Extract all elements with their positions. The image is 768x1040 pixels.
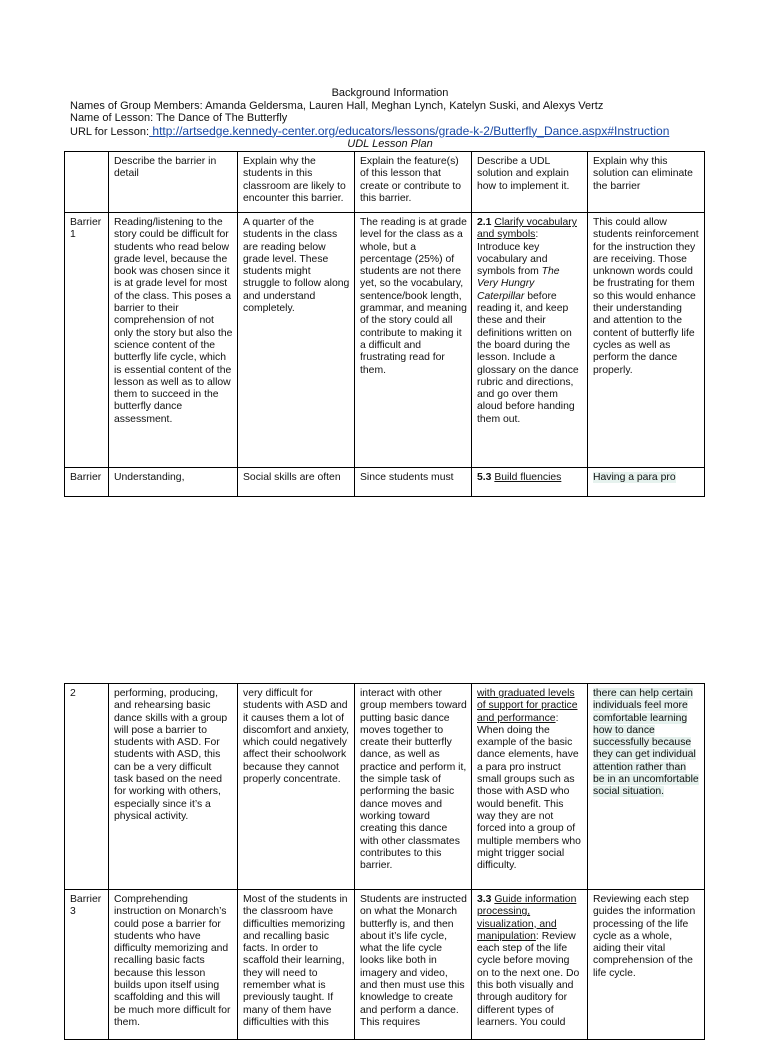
barrier-why: A quarter of the students in the class are reading below grade level. These students might struggle to follow along and understand completely. (238, 213, 355, 468)
barrier-label: Barrier (65, 468, 109, 497)
table-row (65, 890, 705, 1040)
barrier-detail: Comprehending instruction on Monarch’s could pose a barrier for students who have difficulty memorizing and recalling basic facts because this lesson builds upon itself using scaffolding and this will be much more difficult for them. (109, 890, 238, 1040)
udl-plan-title: UDL Lesson Plan (347, 138, 433, 150)
solution-title: Guide information processing, visualization, and manipulation (477, 894, 577, 942)
background-header (70, 87, 710, 151)
lesson-url-link[interactable]: http://artsedge.kennedy-center.org/educators/lessons/grade-k-2/Butterfly_Dance.aspx#Instruction (149, 123, 670, 138)
table-row (65, 684, 705, 890)
group-members: Amanda Geldersma, Lauren Hall, Meghan Lynch, Katelyn Suski, and Alexys Vertz (205, 99, 604, 112)
barrier-label: Barrier 1 (65, 213, 109, 468)
udl-table-page2 (64, 683, 705, 1040)
barrier-feature: Since students must (355, 468, 472, 497)
udl-solution (472, 468, 588, 497)
udl-solution: with graduated levels of support for practice and performance: When doing the example of the basic dance elements, have a para pro instruct small groups such as those with ASD who would benefit. This way they are not forced into a group of multiple members who might trigger social difficulty. (472, 684, 588, 890)
lesson-name: The Dance of The Butterfly (156, 112, 288, 124)
udl-solution: 3.3 Guide information processing, visualization, and manipulation: Review each step of the life cycle before moving on to the next one. Do this both visually and through auditory for different types of learners. You could (472, 890, 588, 1040)
solution-code: 3.3 (477, 894, 492, 905)
header-cell: Describe the barrier in detail (109, 152, 238, 213)
barrier-why: very difficult for students with ASD and it causes them a lot of discomfort and anxiety, which could negatively affect their schoolwork because they cannot properly concentrate. (238, 684, 355, 890)
lesson-url-line: URL for Lesson: http://artsedge.kennedy-center.org/educators/lessons/grade-k-2/Butterfly_Dance.aspx#Instruction (70, 123, 670, 138)
barrier-feature: interact with other group members toward putting basic dance moves together to create their butterfly dance, as well as practice and perform it, the simple task of performing the basic dance moves and working toward creating this dance with other classmates contributes to this barrier. (355, 684, 472, 890)
book-title: The Very Hungry Caterpillar (477, 266, 560, 302)
solution-title: with graduated levels of support for practice and performance (477, 688, 578, 724)
solution-code: 5.3 (477, 472, 492, 483)
udl-table-page1 (64, 151, 705, 497)
header-cell: Explain the feature(s) of this lesson that create or contribute to this barrier. (355, 152, 472, 213)
barrier-why: Most of the students in the classroom have difficulties memorizing and recalling basic facts. In order to scaffold their learning, they will need to remember what is previously taught. If many of them have difficulties with this (238, 890, 355, 1040)
barrier-detail: performing, producing, and rehearsing basic dance skills with a group will pose a barrier to students with ASD. For students with ASD, this can be a very difficult task based on the need for working with others, especially since it’s a physical activity. (109, 684, 238, 890)
section-title: Background Information (331, 87, 449, 99)
group-members-line: Names of Group Members: Amanda Geldersma, Lauren Hall, Meghan Lynch, Katelyn Suski, and Alexys Vertz (70, 99, 604, 112)
barrier-detail: Understanding, (109, 468, 238, 497)
barrier-feature: Students are instructed on what the Monarch butterfly is, and then about it’s life cycle, what the life cycle looks like both in imagery and video, and then must use this knowledge to create and perform a dance. This requires (355, 890, 472, 1040)
table-row (65, 468, 705, 497)
solution-title: Clarify vocabulary and symbols (477, 217, 577, 241)
udl-solution: 2.1 Clarify vocabulary and symbols: Introduce key vocabulary and symbols from The Very Hungry Caterpillar before reading it, and keep these and their definitions written on the board during the lesson. Include a glossary on the dance rubric and directions, and go over them aloud before handing them out. (472, 213, 588, 468)
solution-eliminate: there can help certain individuals feel more comfortable learning how to dance successfully because they can get individual attention rather than be in an uncomfortable social situation. (588, 684, 705, 890)
header-cell: Describe a UDL solution and explain how to implement it. (472, 152, 588, 213)
solution-title: Build fluencies (494, 472, 562, 483)
solution-eliminate: This could allow students reinforcement for the instruction they are receiving. Those unknown words could be frustrating for them so this would enhance their understanding and attention to the content of butterfly life cycles as well as perform the dance properly. (588, 213, 705, 468)
barrier-feature: The reading is at grade level for the class as a whole, but a percentage (25%) of students are not there yet, so the vocabulary, sentence/book length, grammar, and meaning of the story could all contribute to making it a difficult and frustrating read for them. (355, 213, 472, 468)
header-cell: Explain why the students in this classroom are likely to encounter this barrier. (238, 152, 355, 213)
header-cell: Explain why this solution can eliminate the barrier (588, 152, 705, 213)
lesson-name-line: Name of Lesson: The Dance of The Butterfly (70, 112, 288, 124)
solution-code: 2.1 (477, 217, 492, 228)
barrier-detail: Reading/listening to the story could be difficult for students who read below grade level, because the book was chosen since it is at grade level for most of the class. This poses a barrier to their comprehension of not only the story but also the science content of the butterfly life cycle, which is essential content of the lesson as well as to allow them to succeed in the butterfly dance assessment. (109, 213, 238, 468)
solution-eliminate: Having a para pro (588, 468, 705, 497)
barrier-label: 2 (65, 684, 109, 890)
solution-eliminate: Reviewing each step guides the information processing of the life cycle as a whole, aiding their vital comprehension of the life cycle. (588, 890, 705, 1040)
table-header-row (65, 152, 705, 213)
table-row (65, 213, 705, 468)
barrier-why: Social skills are often (238, 468, 355, 497)
barrier-label: Barrier 3 (65, 890, 109, 1040)
header-cell (65, 152, 109, 213)
